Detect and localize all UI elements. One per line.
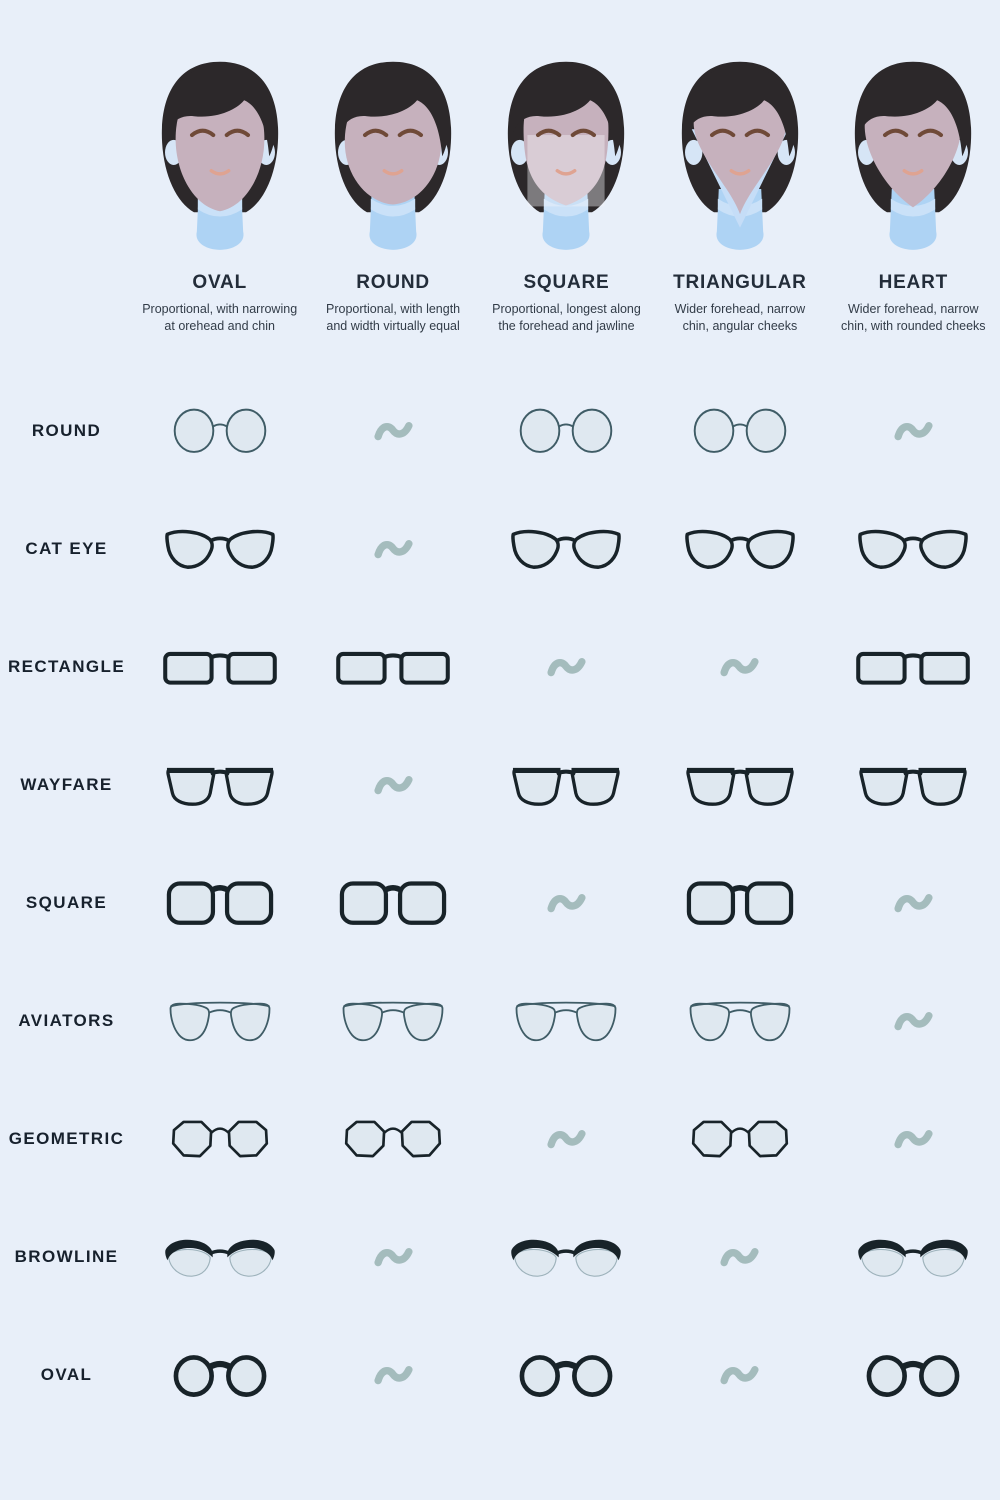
matrix-cell — [653, 608, 826, 726]
not-suitable-squiggle-icon — [546, 890, 587, 916]
face-heart-icon — [831, 54, 995, 266]
matrix-cell — [653, 844, 826, 962]
face-triangular-icon — [658, 54, 822, 266]
face-shape-title: OVAL — [192, 272, 247, 293]
wayfare-glasses-icon — [165, 761, 275, 808]
matrix-cell — [653, 1080, 826, 1198]
matrix-cell — [133, 608, 306, 726]
aviators-glasses-icon — [685, 997, 795, 1044]
face-square-icon — [484, 54, 648, 266]
not-suitable-squiggle-icon — [893, 1126, 934, 1152]
matrix-cell — [480, 608, 653, 726]
matrix-cell — [653, 962, 826, 1080]
matrix-cell — [827, 1316, 1000, 1434]
row-label-oval: OVAL — [40, 1365, 93, 1384]
matrix-cell — [133, 1080, 306, 1198]
row-label-rectangle: RECTANGLE — [7, 657, 126, 676]
matrix-cell — [133, 1198, 306, 1316]
matrix-cell — [306, 608, 479, 726]
face-shape-title: HEART — [878, 272, 949, 293]
not-suitable-squiggle-icon — [373, 418, 414, 444]
row-label-wayfare: WAYFARE — [20, 775, 113, 794]
matrix-row-wayfare — [0, 726, 1000, 844]
matrix-cell — [133, 490, 306, 608]
not-suitable-squiggle-icon — [719, 654, 760, 680]
matrix-cell — [653, 726, 826, 844]
matrix-cell — [827, 726, 1000, 844]
wayfare-glasses-icon — [685, 761, 795, 808]
matrix-cell — [480, 490, 653, 608]
face-shape-description: Wider forehead, narrow chin, with rounded cheeks — [841, 302, 986, 333]
matrix-cell — [480, 372, 653, 490]
rectangle-glasses-icon — [854, 643, 972, 690]
matrix-cell — [133, 726, 306, 844]
matrix-cell — [306, 1198, 479, 1316]
matrix-cell — [306, 1316, 479, 1434]
matrix-row-cat-eye — [0, 490, 1000, 608]
oval-glasses-icon — [169, 1352, 271, 1397]
aviators-glasses-icon — [165, 997, 275, 1044]
rectangle-glasses-icon — [334, 643, 452, 690]
not-suitable-squiggle-icon — [893, 890, 934, 916]
not-suitable-squiggle-icon — [373, 536, 414, 562]
matrix-row-round — [0, 372, 1000, 490]
matrix-cell — [133, 372, 306, 490]
matrix-cell — [133, 844, 306, 962]
cat-eye-glasses-icon — [857, 524, 969, 574]
matrix-row-oval — [0, 1316, 1000, 1434]
browline-glasses-icon — [163, 1233, 277, 1280]
face-shape-description: Proportional, with length and width virtually equal — [326, 302, 461, 333]
face-round-icon — [311, 54, 475, 266]
row-label-geometric: GEOMETRIC — [8, 1129, 125, 1148]
face-shape-header-row — [0, 0, 1000, 372]
geometric-glasses-icon — [168, 1116, 272, 1162]
matrix-cell — [306, 726, 479, 844]
wayfare-glasses-icon — [511, 761, 621, 808]
face-oval-icon — [138, 54, 302, 266]
aviators-glasses-icon — [338, 997, 448, 1044]
column-header-oval — [133, 54, 306, 372]
aviators-glasses-icon — [511, 997, 621, 1044]
matrix-cell — [827, 608, 1000, 726]
column-header-round — [306, 54, 479, 372]
round-glasses-icon — [168, 407, 272, 455]
matrix-cell — [653, 1198, 826, 1316]
face-shape-title: TRIANGULAR — [673, 272, 807, 293]
column-header-heart — [827, 54, 1000, 372]
column-header-square — [480, 54, 653, 372]
face-shape-description: Wider forehead, narrow chin, angular cheeks — [674, 302, 806, 333]
matrix-cell — [653, 1316, 826, 1434]
square-glasses-icon — [165, 878, 275, 928]
browline-glasses-icon — [509, 1233, 623, 1280]
square-glasses-icon — [685, 878, 795, 928]
matrix-cell — [480, 1080, 653, 1198]
matrix-cell — [827, 844, 1000, 962]
not-suitable-squiggle-icon — [373, 1362, 414, 1388]
matrix-cell — [827, 490, 1000, 608]
matrix-body — [0, 372, 1000, 1434]
row-label-square: SQUARE — [25, 893, 108, 912]
oval-glasses-icon — [862, 1352, 964, 1397]
matrix-cell — [306, 962, 479, 1080]
matrix-cell — [306, 1080, 479, 1198]
matrix-row-geometric — [0, 1080, 1000, 1198]
face-shape-description: Proportional, with narrowing at orehead and chin — [142, 302, 298, 333]
matrix-cell — [653, 372, 826, 490]
row-label-aviators: AVIATORS — [18, 1011, 115, 1030]
matrix-cell — [653, 490, 826, 608]
not-suitable-squiggle-icon — [719, 1362, 760, 1388]
rectangle-glasses-icon — [161, 643, 279, 690]
not-suitable-squiggle-icon — [546, 654, 587, 680]
not-suitable-squiggle-icon — [373, 772, 414, 798]
matrix-cell — [133, 962, 306, 1080]
round-glasses-icon — [514, 407, 618, 455]
matrix-cell — [827, 1198, 1000, 1316]
not-suitable-squiggle-icon — [719, 1244, 760, 1270]
face-shape-title: SQUARE — [523, 272, 610, 293]
row-label-browline: BROWLINE — [14, 1247, 119, 1266]
matrix-cell — [827, 962, 1000, 1080]
matrix-cell — [133, 1316, 306, 1434]
cat-eye-glasses-icon — [684, 524, 796, 574]
matrix-cell — [480, 1198, 653, 1316]
matrix-cell — [306, 490, 479, 608]
matrix-cell — [480, 962, 653, 1080]
not-suitable-squiggle-icon — [893, 418, 934, 444]
browline-glasses-icon — [856, 1233, 970, 1280]
matrix-cell — [827, 1080, 1000, 1198]
face-shape-title: ROUND — [356, 272, 430, 293]
wayfare-glasses-icon — [858, 761, 968, 808]
matrix-cell — [480, 1316, 653, 1434]
oval-glasses-icon — [515, 1352, 617, 1397]
square-glasses-icon — [338, 878, 448, 928]
matrix-cell — [480, 844, 653, 962]
matrix-row-browline — [0, 1198, 1000, 1316]
corner-spacer — [0, 54, 133, 372]
not-suitable-squiggle-icon — [546, 1126, 587, 1152]
matrix-row-aviators — [0, 962, 1000, 1080]
geometric-glasses-icon — [341, 1116, 445, 1162]
matrix-cell — [306, 844, 479, 962]
matrix-cell — [827, 372, 1000, 490]
column-header-triangular — [653, 54, 826, 372]
not-suitable-squiggle-icon — [893, 1008, 934, 1034]
matrix-row-square — [0, 844, 1000, 962]
row-label-cat-eye: CAT EYE — [25, 539, 108, 558]
geometric-glasses-icon — [688, 1116, 792, 1162]
cat-eye-glasses-icon — [164, 524, 276, 574]
row-label-round: ROUND — [31, 421, 102, 440]
matrix-cell — [480, 726, 653, 844]
round-glasses-icon — [688, 407, 792, 455]
matrix-cell — [306, 372, 479, 490]
cat-eye-glasses-icon — [510, 524, 622, 574]
face-shape-description: Proportional, longest along the forehead and jawline — [492, 302, 641, 333]
matrix-row-rectangle — [0, 608, 1000, 726]
not-suitable-squiggle-icon — [373, 1244, 414, 1270]
